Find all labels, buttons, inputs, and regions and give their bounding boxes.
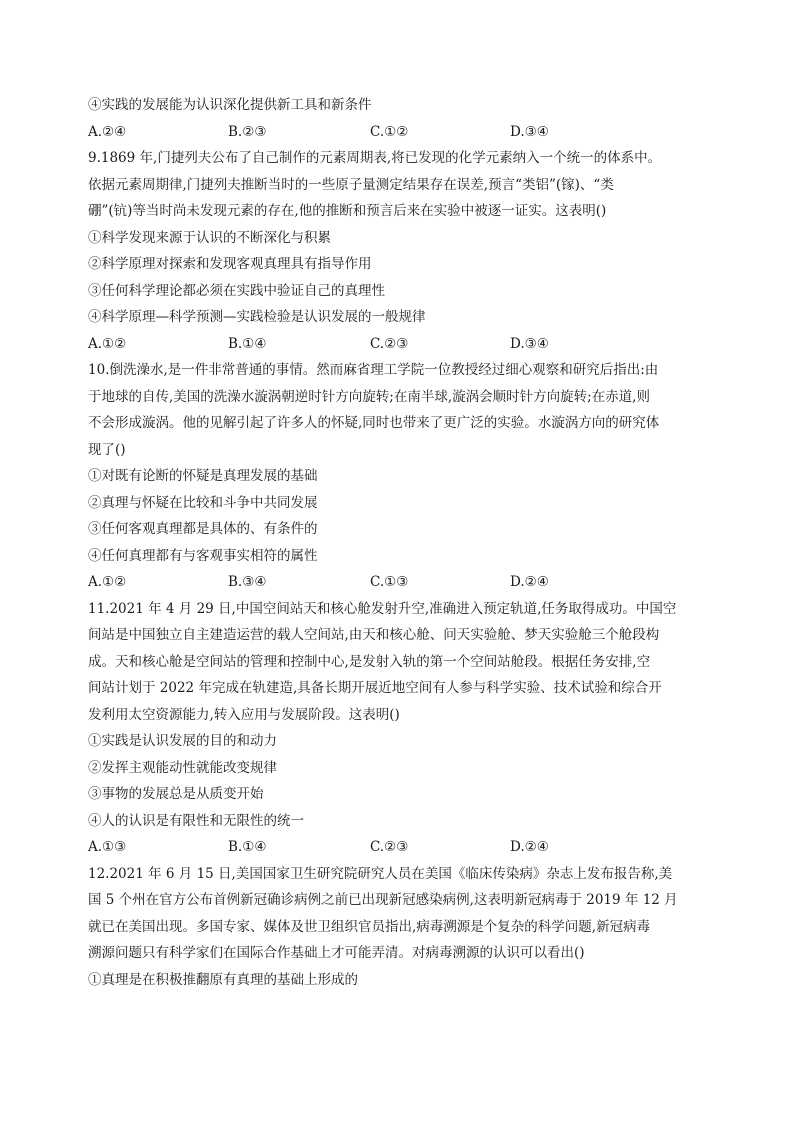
q8-choices bbox=[88, 119, 708, 146]
q10-option-1: ①对既有论断的怀疑是真理发展的基础 bbox=[88, 468, 318, 484]
q8-choice-a: A.②④ bbox=[88, 123, 127, 140]
q9-stem-line-3: 硼”(钪)等当时尚未发现元素的存在,他的推断和预言后来在实验中被逐一证实。这表明() bbox=[88, 203, 607, 219]
q10-option-4: ④任何真理都有与客观事实相符的属性 bbox=[88, 547, 318, 564]
q11-option-2: ②发挥主观能动性就能改变规律 bbox=[88, 759, 277, 776]
q10-option-3: ③任何客观真理都是具体的、有条件的 bbox=[88, 521, 318, 537]
q12-stem-line-3: 就已在美国出现。多国专家、媒体及世卫组织官员指出,病毒溯源是个复杂的科学问题,新冠病毒 bbox=[88, 918, 651, 935]
q10-choice-d: D.②④ bbox=[510, 574, 549, 590]
q11-stem-line-4: 间站计划于 2022 年完成在轨建造,具备长期开展近地空间有人参与科学实验、技术试验和综合开 bbox=[88, 680, 662, 696]
q12-stem-line-4: 溯源问题只有科学家们在国际合作基础上才可能弄清。对病毒溯源的认识可以看出() bbox=[88, 945, 585, 961]
q9-option-2: ②科学原理对探索和发现客观真理具有指导作用 bbox=[88, 256, 372, 272]
q9-choice-b: B.①④ bbox=[228, 335, 267, 352]
q10-stem-line-3: 不会形成漩涡。他的见解引起了许多人的怀疑,同时也带来了更广泛的实验。水漩涡方向的研究体 bbox=[88, 415, 660, 431]
q11-stem-line-2: 间站是中国独立自主建造运营的载人空间站,由天和核心舱、问天实验舱、梦天实验舱三个舱段构 bbox=[88, 627, 660, 643]
q8-choice-d: D.③④ bbox=[510, 123, 549, 140]
q10-choice-b: B.③④ bbox=[228, 574, 267, 590]
q12-stem-line-1: 12.2021 年 6 月 15 日,美国国家卫生研究院研究人员在美国《临床传染病》杂志上发布报告称,美 bbox=[88, 865, 673, 882]
q9-option-4: ④科学原理—科学预测—实践检验是认识发展的一般规律 bbox=[88, 309, 426, 325]
q11-option-4: ④人的认识是有限性和无限性的统一 bbox=[88, 812, 304, 829]
q11-stem-line-1: 11.2021 年 4 月 29 日,中国空间站天和核心舱发射升空,准确进入预定轨道,任务取得成功。中国空 bbox=[88, 600, 677, 617]
q10-choice-a: A.①② bbox=[88, 574, 127, 590]
q8-option-4: ④实践的发展能为认识深化提供新工具和新条件 bbox=[88, 97, 372, 113]
q11-stem-line-3: 成。天和核心舱是空间站的管理和控制中心,是发射入轨的第一个空间站舱段。根据任务安排,空 bbox=[88, 653, 651, 670]
q11-choice-b: B.①④ bbox=[228, 839, 267, 855]
q9-stem-line-1: 9.1869 年,门捷列夫公布了自己制作的元素周期表,将已发现的化学元素纳入一个统一的体系中。 bbox=[88, 150, 662, 166]
q10-stem-line-4: 现了() bbox=[88, 441, 126, 458]
q10-stem-line-1: 10.倒洗澡水,是一件非常普通的事情。然而麻省理工学院一位教授经过细心观察和研究后指出:由 bbox=[88, 362, 659, 378]
q9-stem-line-2: 依据元素周期律,门捷列夫推断当时的一些原子量测定结果存在误差,预言“类铝”(镓)、“类 bbox=[88, 176, 614, 193]
q12-option-1: ①真理是在积极推翻原有真理的基础上形成的 bbox=[88, 971, 358, 988]
q10-option-2: ②真理与怀疑在比较和斗争中共同发展 bbox=[88, 494, 318, 511]
q10-choices bbox=[88, 569, 708, 596]
q9-choices bbox=[88, 331, 708, 358]
q11-choice-c: C.②③ bbox=[370, 839, 409, 855]
q9-choice-a: A.①② bbox=[88, 335, 127, 352]
q11-choice-d: D.②④ bbox=[510, 839, 549, 855]
q11-stem-line-5: 发利用太空资源能力,转入应用与发展阶段。这表明() bbox=[88, 706, 400, 723]
q10-stem-line-2: 于地球的自传,美国的洗澡水漩涡朝逆时针方向旋转;在南半球,漩涡会顺时针方向旋转;在赤道,则 bbox=[88, 388, 650, 405]
q11-choices bbox=[88, 834, 708, 861]
q9-option-3: ③任何科学理论都必须在实践中验证自己的真理性 bbox=[88, 282, 385, 299]
q8-choice-b: B.②③ bbox=[228, 123, 267, 140]
q9-choice-d: D.③④ bbox=[510, 335, 549, 352]
q12-stem-line-2: 国 5 个州在官方公布首例新冠确诊病例之前已出现新冠感染病例,这表明新冠病毒于 2019 年 12 月 bbox=[88, 892, 678, 908]
q11-choice-a: A.①③ bbox=[88, 839, 127, 855]
q10-choice-c: C.①③ bbox=[370, 574, 409, 590]
exam-page bbox=[88, 92, 708, 993]
q11-option-1: ①实践是认识发展的目的和动力 bbox=[88, 733, 277, 749]
q8-choice-c: C.①② bbox=[370, 123, 409, 140]
q11-option-3: ③事物的发展总是从质变开始 bbox=[88, 786, 264, 802]
q9-option-1: ①科学发现来源于认识的不断深化与积累 bbox=[88, 229, 331, 246]
q9-choice-c: C.②③ bbox=[370, 335, 409, 352]
